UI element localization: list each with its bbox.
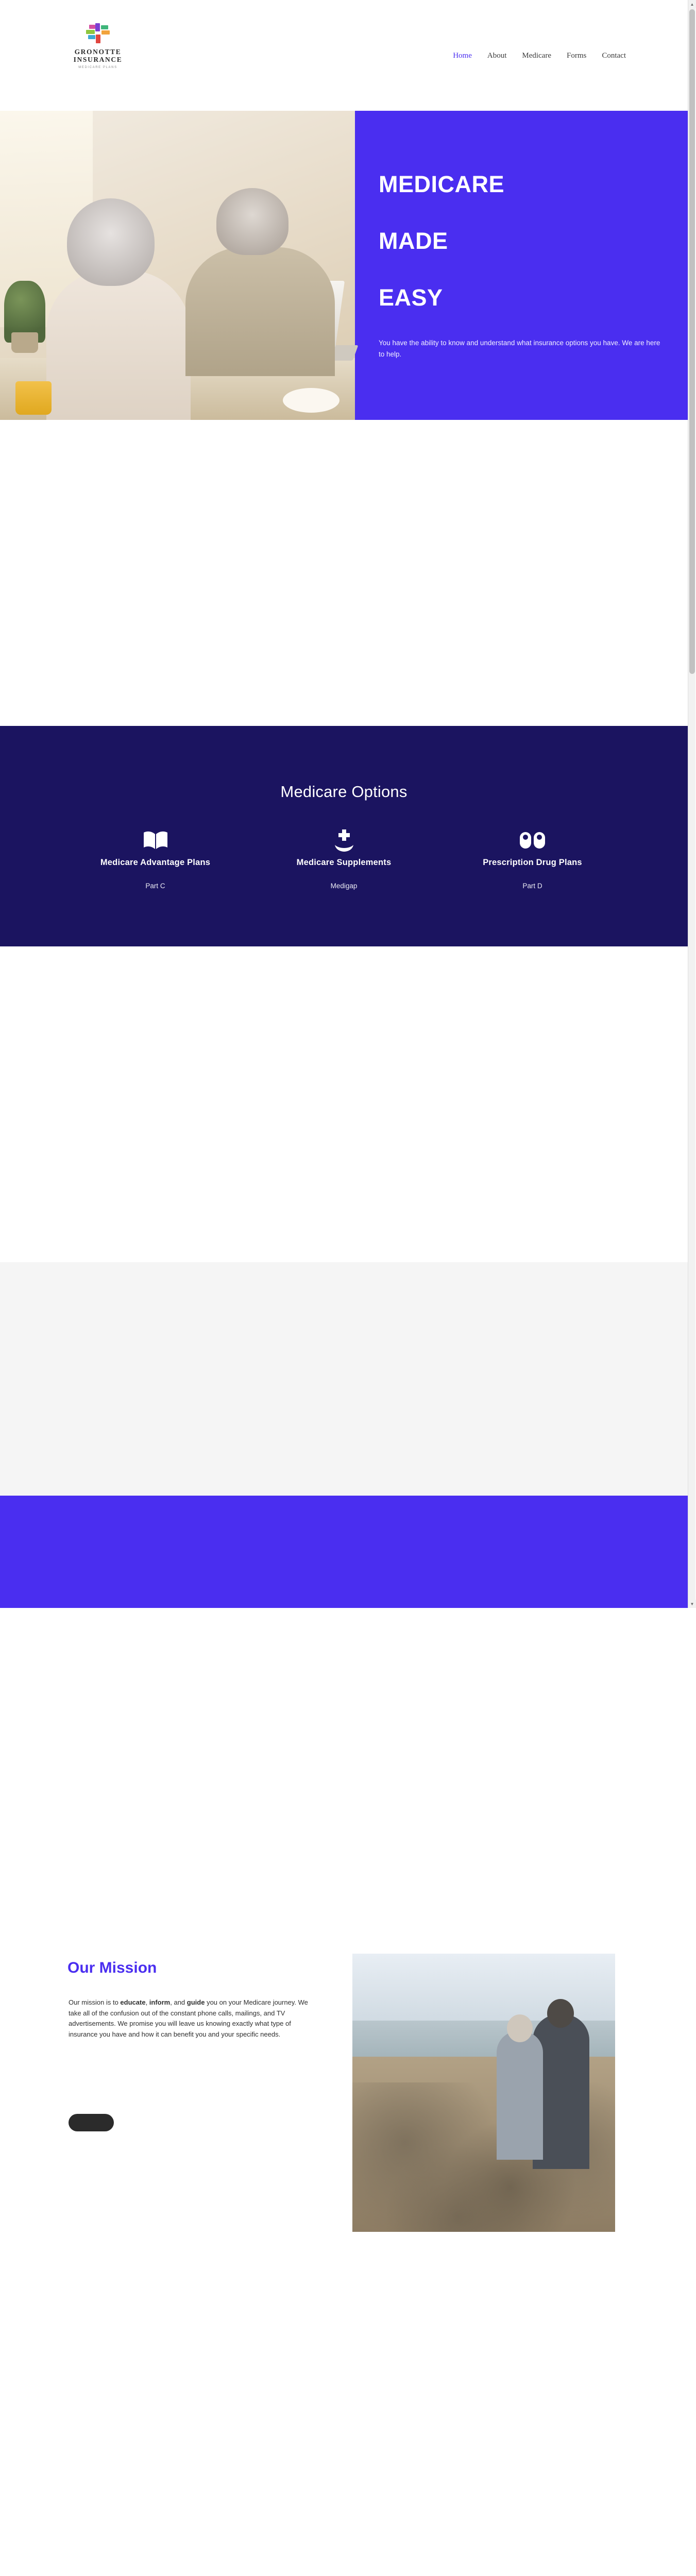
mission-text-part-4: , and (170, 1998, 187, 2006)
hero-section (0, 111, 688, 420)
nav-item-medicare[interactable]: Medicare (522, 52, 551, 60)
mission-text-part-3: inform (149, 1998, 171, 2006)
mission-text-part-0: Our mission is to (69, 1998, 121, 2006)
option-label-supplements: Medicare Supplements (296, 858, 392, 867)
nav-item-forms[interactable]: Forms (567, 52, 587, 60)
medicare-options-section (0, 726, 688, 946)
option-card-supplements[interactable] (250, 826, 438, 890)
pinwheel-logo-icon (86, 23, 110, 44)
scroll-up-arrow-icon[interactable]: ▲ (688, 0, 696, 8)
logo-text-line1: GRONOTTE (74, 48, 122, 56)
beach-couple-photo (352, 1954, 615, 2232)
site-header (0, 0, 688, 111)
footer-band (0, 1496, 688, 1608)
option-label-prescription: Prescription Drug Plans (483, 858, 582, 867)
logo-text-line2: INSURANCE (73, 56, 123, 63)
hero-image (0, 111, 355, 420)
option-label-advantage: Medicare Advantage Plans (100, 858, 211, 867)
mission-text-part-5: guide (186, 1998, 205, 2006)
hero-subtext: You have the ability to know and understand what insurance options you have. We are here to help. (379, 339, 660, 358)
medical-cross-hand-icon (250, 826, 438, 855)
option-meta-supplements: Medigap (330, 882, 358, 890)
page-scrollbar[interactable] (688, 0, 695, 1608)
option-card-advantage[interactable] (61, 826, 250, 890)
medicare-options-grid (0, 826, 688, 890)
hero-heading-line1: MEDICARE (379, 171, 505, 197)
learn-more-button[interactable] (69, 2114, 114, 2131)
our-mission-body (69, 1997, 311, 2040)
nav-item-contact[interactable]: Contact (602, 52, 626, 60)
option-meta-prescription: Part D (522, 882, 542, 890)
our-mission-title: Our Mission (67, 1959, 157, 1976)
medicare-options-title: Medicare Options (280, 783, 408, 801)
pills-capsules-icon (438, 826, 627, 855)
our-mission-section (0, 946, 688, 2038)
scrollbar-thumb[interactable] (689, 9, 695, 674)
hero-panel (355, 111, 688, 420)
main-navigation (453, 52, 626, 60)
logo-text (62, 48, 134, 63)
option-meta-advantage: Part C (145, 882, 165, 890)
gallery-section (0, 1262, 688, 1496)
nav-item-home[interactable]: Home (453, 52, 472, 60)
mission-text-part-6: you on your Medicare journey. We take all of the confusion out of the constant phone calls, mailings, and TV advertisements. We promise you will leave us knowing exactly what type of insurance you have and how it can benefit you and your specific needs. (69, 1998, 308, 2038)
open-book-icon (61, 826, 250, 855)
scroll-down-arrow-icon[interactable]: ▼ (688, 1600, 696, 1608)
who-we-are-section (0, 420, 688, 726)
option-card-prescription[interactable] (438, 826, 627, 890)
site-logo[interactable] (62, 23, 134, 69)
mission-text-part-1: educate (120, 1998, 146, 2006)
nav-item-about[interactable]: About (487, 52, 507, 60)
hero-heading-line2: MADE (379, 228, 448, 254)
logo-tagline: MEDICARE PLANS (78, 66, 117, 69)
hero-heading-line3: EASY (379, 284, 443, 311)
mission-text-part-2: , (145, 1998, 149, 2006)
